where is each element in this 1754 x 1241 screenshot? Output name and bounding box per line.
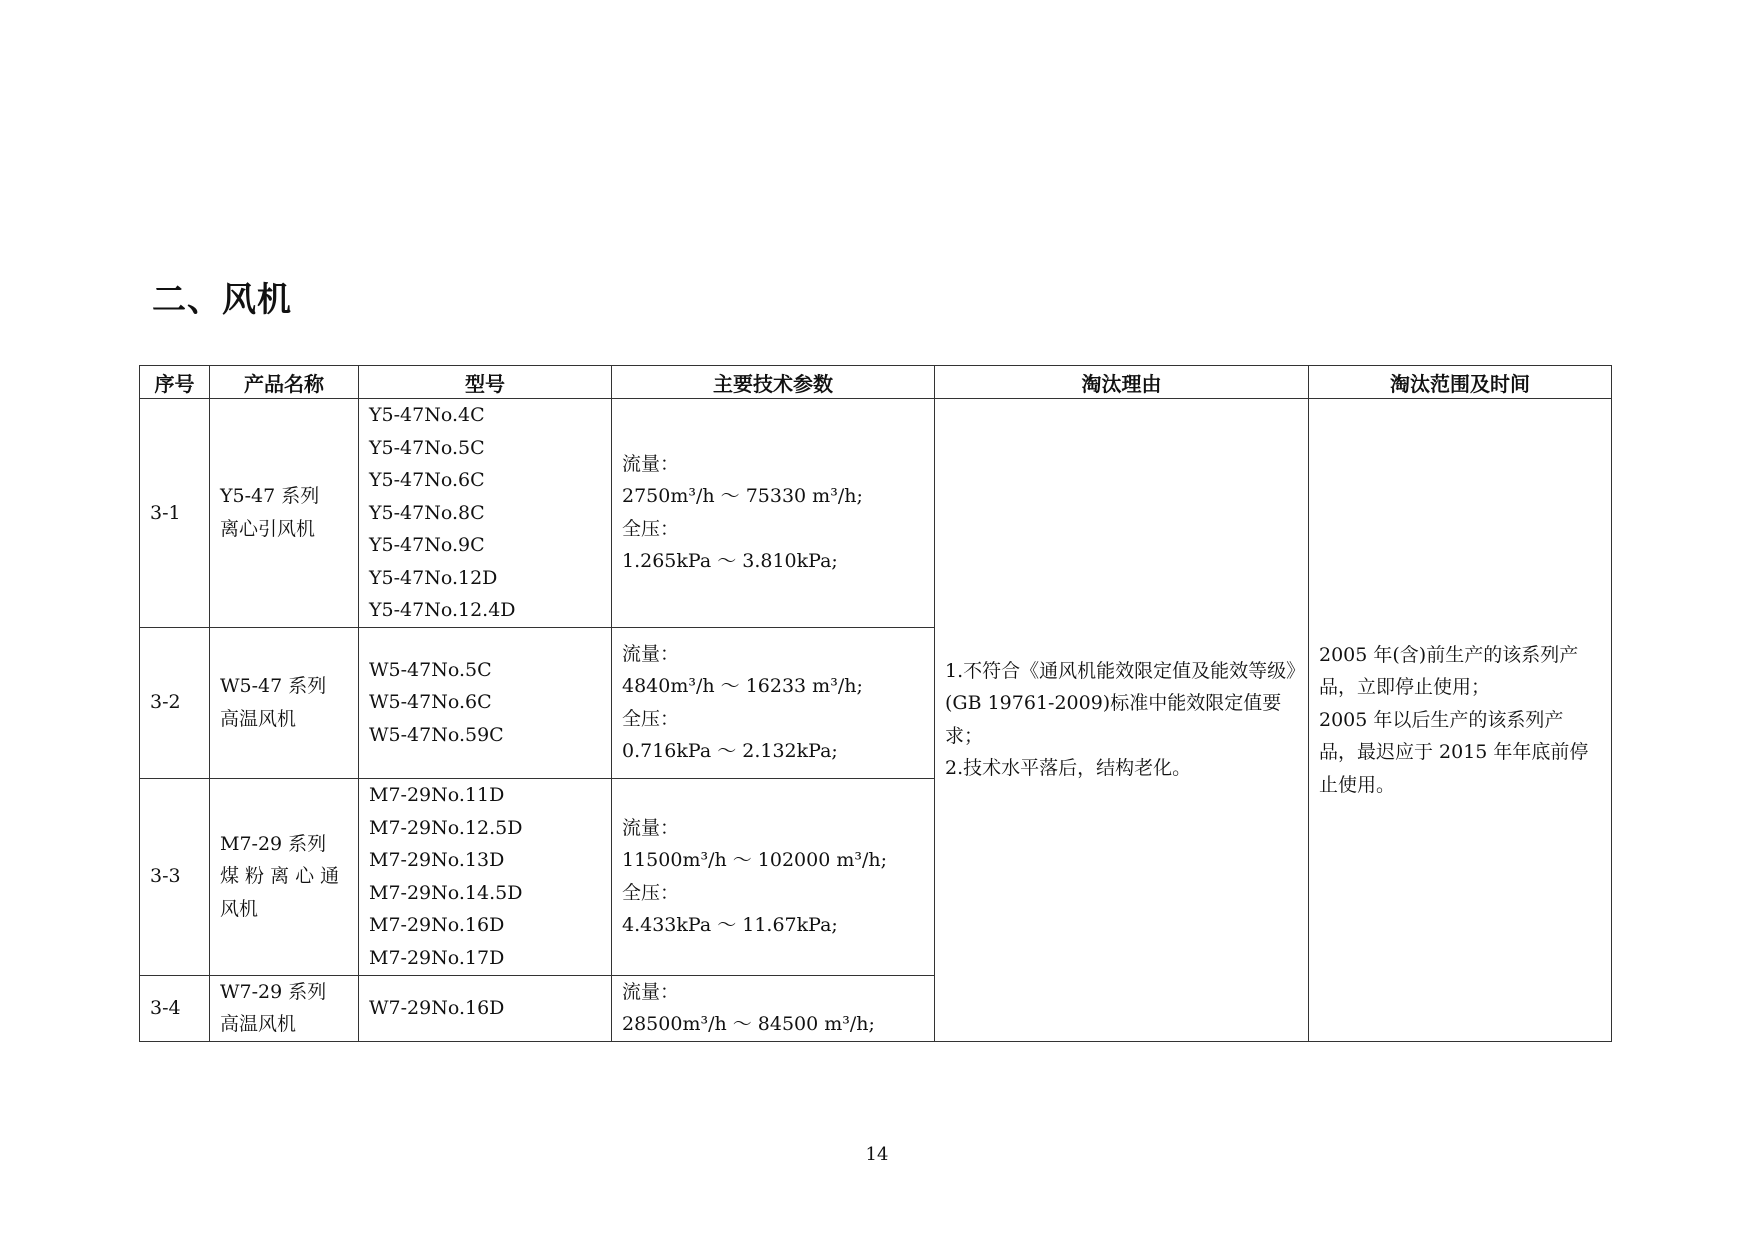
param-line: 流量：	[622, 642, 680, 665]
param-line: 全压：	[622, 881, 680, 904]
row-product-name	[210, 975, 359, 1041]
name-line: W7-29 系列	[220, 980, 327, 1003]
model-item: W5-47No.59C	[369, 723, 504, 746]
param-line: 0.716kPa ～ 2.132kPa;	[622, 740, 838, 762]
page-number: 14	[865, 1144, 889, 1165]
header-product-name: 产品名称	[210, 366, 359, 399]
model-item: W5-47No.6C	[369, 691, 492, 714]
row-product-name	[210, 399, 359, 628]
param-line: 全压：	[622, 707, 680, 730]
row-models	[359, 399, 612, 628]
section-title: 二、风机	[152, 280, 292, 320]
name-line: 离心引风机	[220, 517, 316, 540]
reason-item: 1.不符合《通风机能效限定值及能效等级》(GB 19761-2009)标准中能效限定值要求；	[945, 659, 1296, 747]
table-row	[140, 399, 1612, 628]
header-scope-time: 淘汰范围及时间	[1309, 366, 1612, 399]
name-line: 高温风机	[220, 707, 297, 730]
header-seq: 序号	[140, 366, 210, 399]
row-product-name	[210, 627, 359, 778]
model-item: Y5-47No.8C	[369, 501, 485, 524]
header-model: 型号	[359, 366, 612, 399]
row-tech-params	[612, 778, 935, 975]
model-item: W5-47No.5C	[369, 658, 492, 681]
row-seq: 3-2	[140, 627, 210, 778]
param-line: 流量：	[622, 452, 680, 475]
scope-item: 2005 年(含)前生产的该系列产品，立即停止使用；	[1319, 643, 1579, 698]
row-product-name	[210, 778, 359, 975]
model-item: M7-29No.14.5D	[369, 881, 523, 904]
model-item: M7-29No.13D	[369, 849, 505, 871]
header-tech-params: 主要技术参数	[612, 366, 935, 399]
model-item: Y5-47No.6C	[369, 469, 485, 491]
model-item: M7-29No.17D	[369, 946, 505, 969]
param-line: 1.265kPa ～ 3.810kPa;	[622, 550, 838, 573]
reason-item: 2.技术水平落后，结构老化。	[945, 757, 1192, 780]
model-item: W7-29No.16D	[369, 996, 505, 1019]
row-tech-params	[612, 627, 935, 778]
row-models	[359, 975, 612, 1041]
model-item: Y5-47No.12D	[369, 566, 498, 589]
scope-item: 2005 年以后生产的该系列产品，最迟应于 2015 年年底前停止使用。	[1319, 708, 1589, 796]
row-models	[359, 627, 612, 778]
param-line: 4.433kPa ～ 11.67kPa;	[622, 914, 838, 936]
model-item: Y5-47No.4C	[369, 404, 485, 426]
fan-elimination-table	[139, 365, 1612, 1042]
row-tech-params	[612, 975, 935, 1041]
row-models	[359, 778, 612, 975]
param-line: 流量：	[622, 816, 680, 839]
model-item: Y5-47No.5C	[369, 436, 485, 459]
model-item: Y5-47No.12.4D	[369, 599, 516, 621]
param-line: 11500m³/h ～ 102000 m³/h;	[622, 849, 888, 871]
row-seq: 3-1	[140, 399, 210, 628]
name-line: 风机	[220, 897, 259, 920]
param-line: 流量：	[622, 980, 680, 1003]
model-item: M7-29No.11D	[369, 784, 505, 806]
row-seq: 3-3	[140, 778, 210, 975]
param-line: 28500m³/h ～ 84500 m³/h;	[622, 1013, 875, 1035]
model-item: Y5-47No.9C	[369, 534, 485, 556]
table-header-row	[140, 366, 1612, 399]
model-item: M7-29No.16D	[369, 914, 505, 936]
name-line: W5-47 系列	[220, 675, 327, 697]
row-tech-params	[612, 399, 935, 628]
name-line: Y5-47 系列	[220, 485, 320, 508]
name-line: 煤 粉 离 心 通	[220, 865, 340, 888]
param-line: 4840m³/h ～ 16233 m³/h;	[622, 675, 863, 697]
elimination-reason	[935, 399, 1309, 1042]
name-line: 高温风机	[220, 1013, 297, 1035]
elimination-scope	[1309, 399, 1612, 1042]
row-seq: 3-4	[140, 975, 210, 1041]
param-line: 全压：	[622, 517, 680, 540]
header-reason: 淘汰理由	[935, 366, 1309, 399]
name-line: M7-29 系列	[220, 832, 327, 855]
param-line: 2750m³/h ～ 75330 m³/h;	[622, 485, 863, 508]
model-item: M7-29No.12.5D	[369, 816, 523, 839]
